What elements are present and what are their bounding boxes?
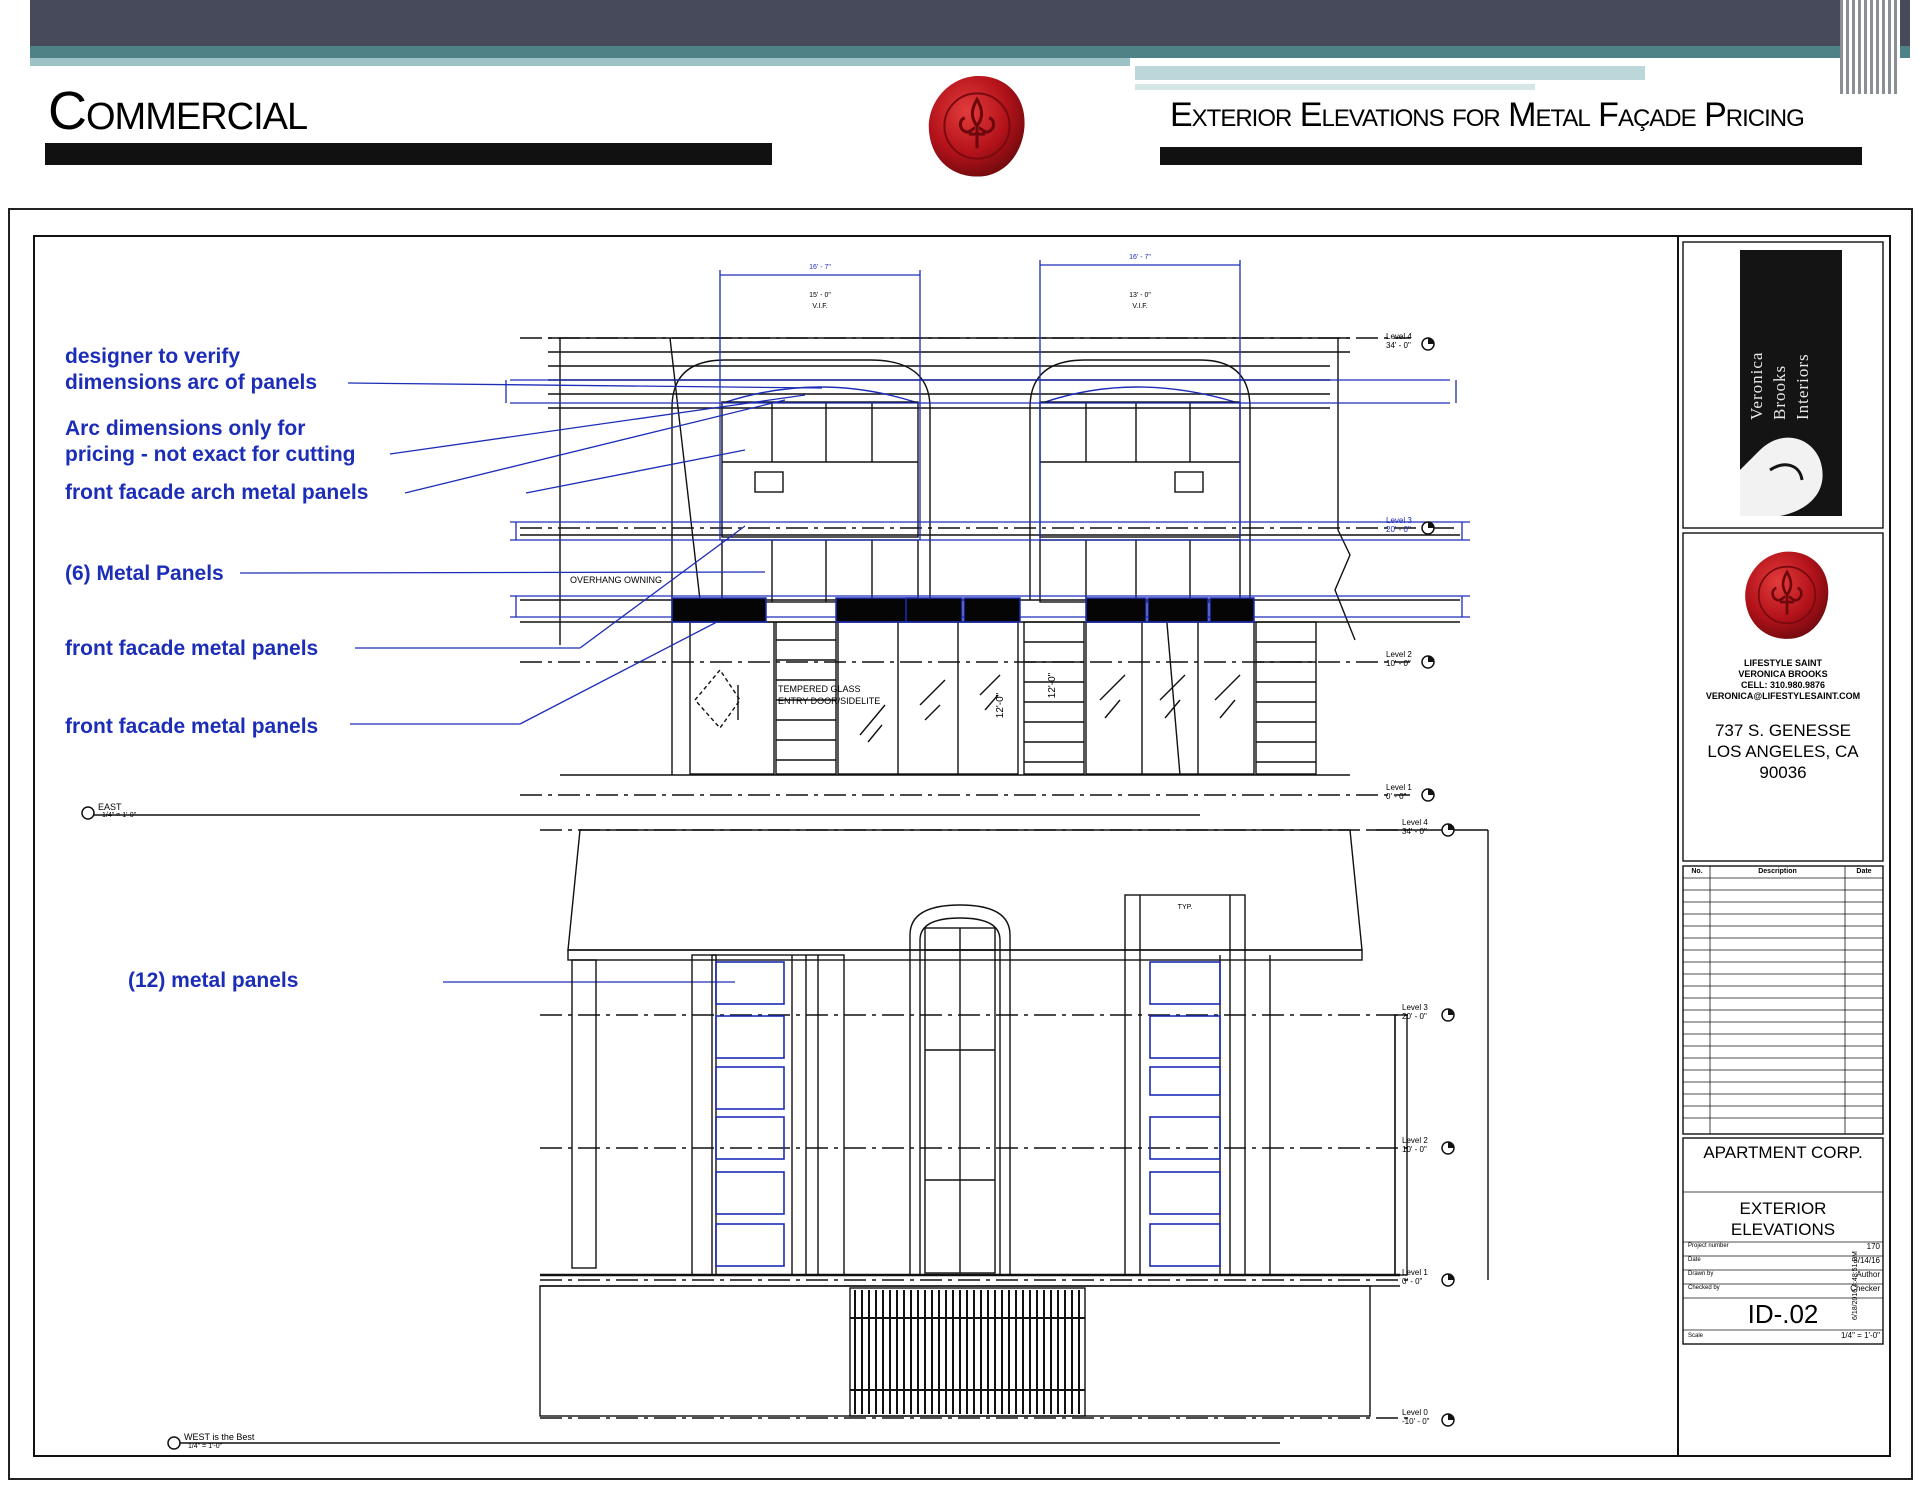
brand-logo-panel: [1740, 250, 1842, 516]
rev-header-description: Description: [1758, 868, 1797, 875]
level-elev: 10' - 0": [1386, 659, 1411, 668]
entry-door-label: ENTRY DOOR/SIDELITE: [778, 696, 881, 706]
meta-label: Drawn by: [1688, 1271, 1714, 1277]
dim-top-right: 16' - 7": [1129, 254, 1151, 261]
page-subtitle: Exterior Elevations for Metal Façade Pricing: [1170, 96, 1804, 134]
print-timestamp: 6/18/2016 4:48:51 PM: [1852, 1251, 1859, 1320]
level-label: Level 1: [1386, 783, 1412, 792]
designer-cell: CELL: 310.980.9876: [1740, 680, 1826, 690]
view-west-scale: 1/4" = 1'-0": [188, 1443, 223, 1450]
level-label: Level 0: [1402, 1408, 1428, 1417]
dim-inner-right: 13' - 0": [1129, 292, 1151, 299]
meta-value: Author: [1856, 1270, 1880, 1279]
wax-seal-logo-small: [1741, 549, 1833, 641]
level-elev: 20' - 0": [1402, 1012, 1427, 1021]
level-elev: -10' - 0": [1402, 1417, 1430, 1426]
level-label: Level 2: [1402, 1136, 1428, 1145]
level-elev: 34' - 0": [1402, 827, 1427, 836]
dim-top-left: 16' - 7": [809, 264, 831, 271]
annotation-facade-panels-2: front facade metal panels: [65, 715, 319, 738]
annotation-verify-line1: designer to verify: [65, 345, 241, 368]
rev-header-no: No.: [1691, 868, 1703, 875]
client-name: APARTMENT CORP.: [1703, 1143, 1863, 1162]
annotation-arc-line1: Arc dimensions only for: [65, 417, 306, 440]
sheet-title-line1: EXTERIOR: [1739, 1199, 1827, 1218]
overhang-label: OVERHANG OWNING: [570, 575, 663, 585]
level-elev: 20' - 0": [1386, 525, 1411, 534]
tempered-glass-label: TEMPERED GLASS: [778, 684, 861, 694]
address-line2: LOS ANGELES, CA: [1707, 742, 1859, 761]
level-elev: 10' - 0": [1402, 1145, 1427, 1154]
designer-name: VERONICA BROOKS: [1738, 669, 1828, 679]
annotation-arch-panels: front facade arch metal panels: [65, 481, 369, 504]
level-elev: 0' - 0": [1386, 792, 1407, 801]
designer-email: VERONICA@LIFESTYLESAINT.COM: [1705, 691, 1861, 701]
meta-label: Project number: [1688, 1243, 1729, 1249]
level-label: Level 3: [1402, 1003, 1428, 1012]
view-west-title: WEST is the Best: [184, 1432, 255, 1442]
sheet-title-line2: ELEVATIONS: [1730, 1220, 1836, 1239]
page-title: Commercial: [48, 81, 308, 141]
level-elev: 0' - 0": [1402, 1277, 1423, 1286]
annotation-twelve-panels: (12) metal panels: [128, 969, 299, 992]
annotation-facade-panels-1: front facade metal panels: [65, 637, 319, 660]
annotation-verify-line2: dimensions arc of panels: [65, 371, 318, 394]
annotation-six-panels: (6) Metal Panels: [65, 562, 224, 585]
scale-label: Scale: [1688, 1333, 1704, 1339]
sheet-number: ID-.02: [1747, 1299, 1819, 1329]
meta-value: 170: [1866, 1242, 1880, 1251]
address-line1: 737 S. GENESSE: [1714, 721, 1852, 740]
level-elev: 34' - 0": [1386, 341, 1411, 350]
company-name: LIFESTYLE SAINT: [1743, 658, 1822, 668]
meta-label: Date: [1688, 1257, 1701, 1263]
height-label-2: 12'-0": [1047, 672, 1059, 699]
meta-value: Checker: [1850, 1284, 1880, 1293]
scale-value: 1/4" = 1'-0": [1840, 1331, 1880, 1340]
level-label: Level 2: [1386, 650, 1412, 659]
view-east-title: EAST: [98, 802, 122, 812]
rev-header-date: Date: [1856, 868, 1872, 875]
dim-inner-left: 15' - 0": [809, 292, 831, 299]
view-east-scale: 1/4" = 1'-0": [102, 812, 137, 819]
meta-value: 3/14/16: [1853, 1256, 1880, 1265]
level-label: Level 1: [1402, 1268, 1428, 1277]
level-label: Level 4: [1402, 818, 1428, 827]
level-label: Level 3: [1386, 516, 1412, 525]
level-label: Level 4: [1386, 332, 1412, 341]
annotation-arc-line2: pricing - not exact for cutting: [65, 443, 356, 466]
height-label-1: 12'-0": [995, 692, 1007, 719]
meta-label: Checked by: [1688, 1285, 1720, 1291]
typ-label: TYP.: [1177, 904, 1193, 911]
address-line3: 90036: [1759, 763, 1807, 782]
vif-right: V.I.F.: [1132, 303, 1148, 310]
brand-logo-text: Veronica Brooks Interiors: [1747, 351, 1812, 420]
portrait-silhouette-icon: [1740, 410, 1842, 516]
vif-left: V.I.F.: [812, 303, 828, 310]
